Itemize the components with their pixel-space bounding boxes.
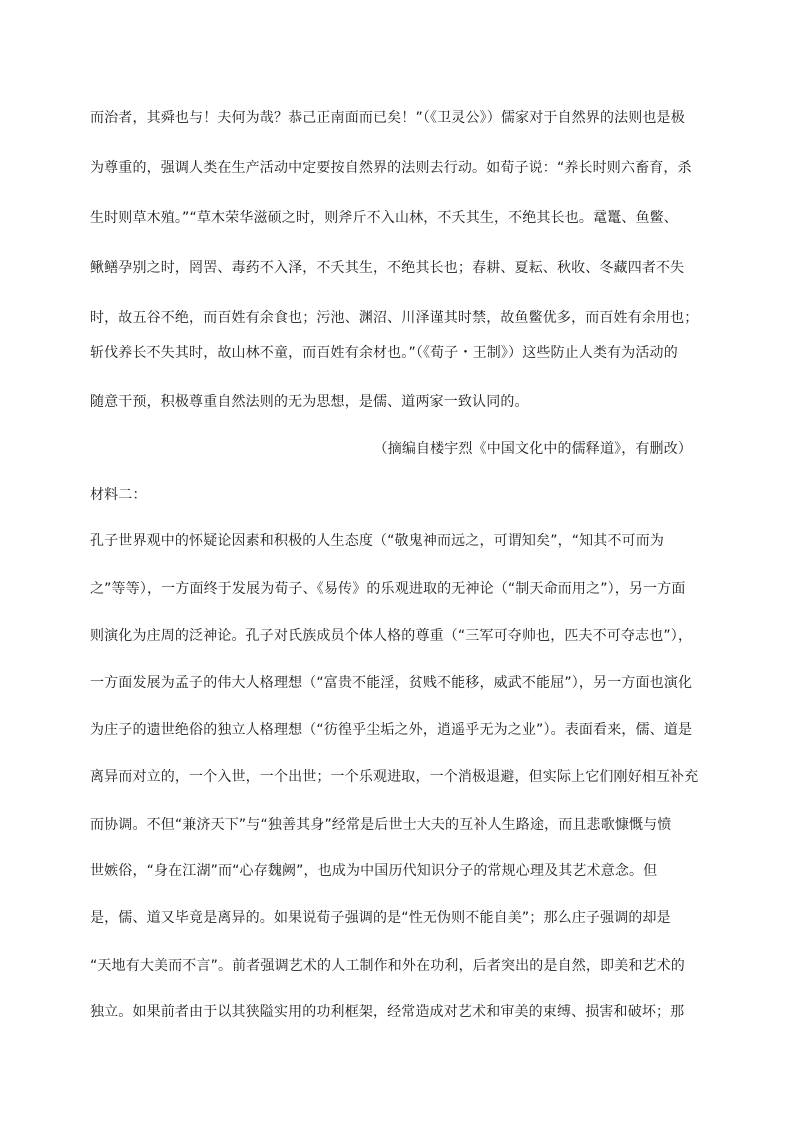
paragraph-line: 时，故五谷不绝，而百姓有余食也；污池、渊沼、川泽谨其时禁，故鱼鳖优多，而百姓有余用也； bbox=[90, 310, 699, 326]
paragraph-line: 一方面发展为孟子的伟大人格理想（“富贵不能淫，贫贱不能移，威武不能屈”），另一方面也演化 bbox=[90, 675, 693, 691]
paragraph-line: 随意干预，积极尊重自然法则的无为思想，是儒、道两家一致认同的。 bbox=[90, 394, 529, 410]
paragraph-line: 斩伐养长不失其时，故山林不童，而百姓有余材也。”（《荀子・王制》）这些防止人类有为活动的 bbox=[90, 345, 678, 361]
paragraph-line: 鳅鳝孕别之时，罔罟、毒药不入泽，不夭其生，不绝其长也；春耕、夏耘、秋收、冬藏四者不失 bbox=[90, 260, 685, 276]
paragraph-line: 之”等等），一方面终于发展为荀子、《易传》的乐观进取的无神论（“制天命而用之”），另一方面 bbox=[90, 581, 686, 597]
paragraph-line: 为庄子的遗世绝俗的独立人格理想（“彷徨乎尘垢之外，逍遥乎无为之业”）。表面看来，儒、道是 bbox=[90, 722, 693, 738]
paragraph-line: 世嫉俗，“身在江湖”而“心存魏阙”，也成为中国历代知识分子的常规心理及其艺术意念。但 bbox=[90, 863, 658, 879]
paragraph-line: 生时则草木殖。”“草木荣华滋硕之时，则斧斤不入山林，不夭其生，不绝其长也。鼋鼍、鱼鳖、 bbox=[90, 210, 678, 226]
paragraph-line: 离异而对立的，一个入世，一个出世；一个乐观进取，一个消极退避，但实际上它们刚好相互补充 bbox=[90, 769, 699, 785]
paragraph-line: 为尊重的，强调人类在生产活动中定要按自然界的法则去行动。如荀子说：“养长时则六畜育，杀 bbox=[90, 160, 692, 176]
paragraph-line: 孔子世界观中的怀疑论因素和积极的人生态度（“敬鬼神而远之，可谓知矣”，“知其不可而为 bbox=[90, 533, 665, 549]
paragraph-line: “天地有大美而不言”。前者强调艺术的人工制作和外在功利，后者突出的是自然，即美和艺术的 bbox=[90, 958, 685, 974]
paragraph-line: 而协调。不但“兼济天下”与“独善其身”经常是后世士大夫的互补人生路途，而且悲歌慷慨与愤 bbox=[90, 817, 672, 833]
paragraph-line: 是，儒、道又毕竟是离异的。如果说荀子强调的是“性无伪则不能自美”；那么庄子强调的却是 bbox=[90, 910, 671, 926]
paragraph-line: 则演化为庄周的泛神论。孔子对氏族成员个体人格的尊重（“三军可夺帅也，匹夫不可夺志也”）， bbox=[90, 628, 693, 644]
source-citation: （摘编自楼宇烈《中国文化中的儒释道》，有删改） bbox=[373, 441, 692, 457]
paragraph-line: 而治者，其舜也与！夫何为哉？恭己正南面而已矣！”（《卫灵公》）儒家对于自然界的法则也是极 bbox=[90, 110, 685, 126]
paragraph-line: 独立。如果前者由于以其狭隘实用的功利框架，经常造成对艺术和审美的束缚、损害和破坏；那 bbox=[90, 1004, 685, 1020]
section-heading: 材料二： bbox=[90, 487, 147, 503]
